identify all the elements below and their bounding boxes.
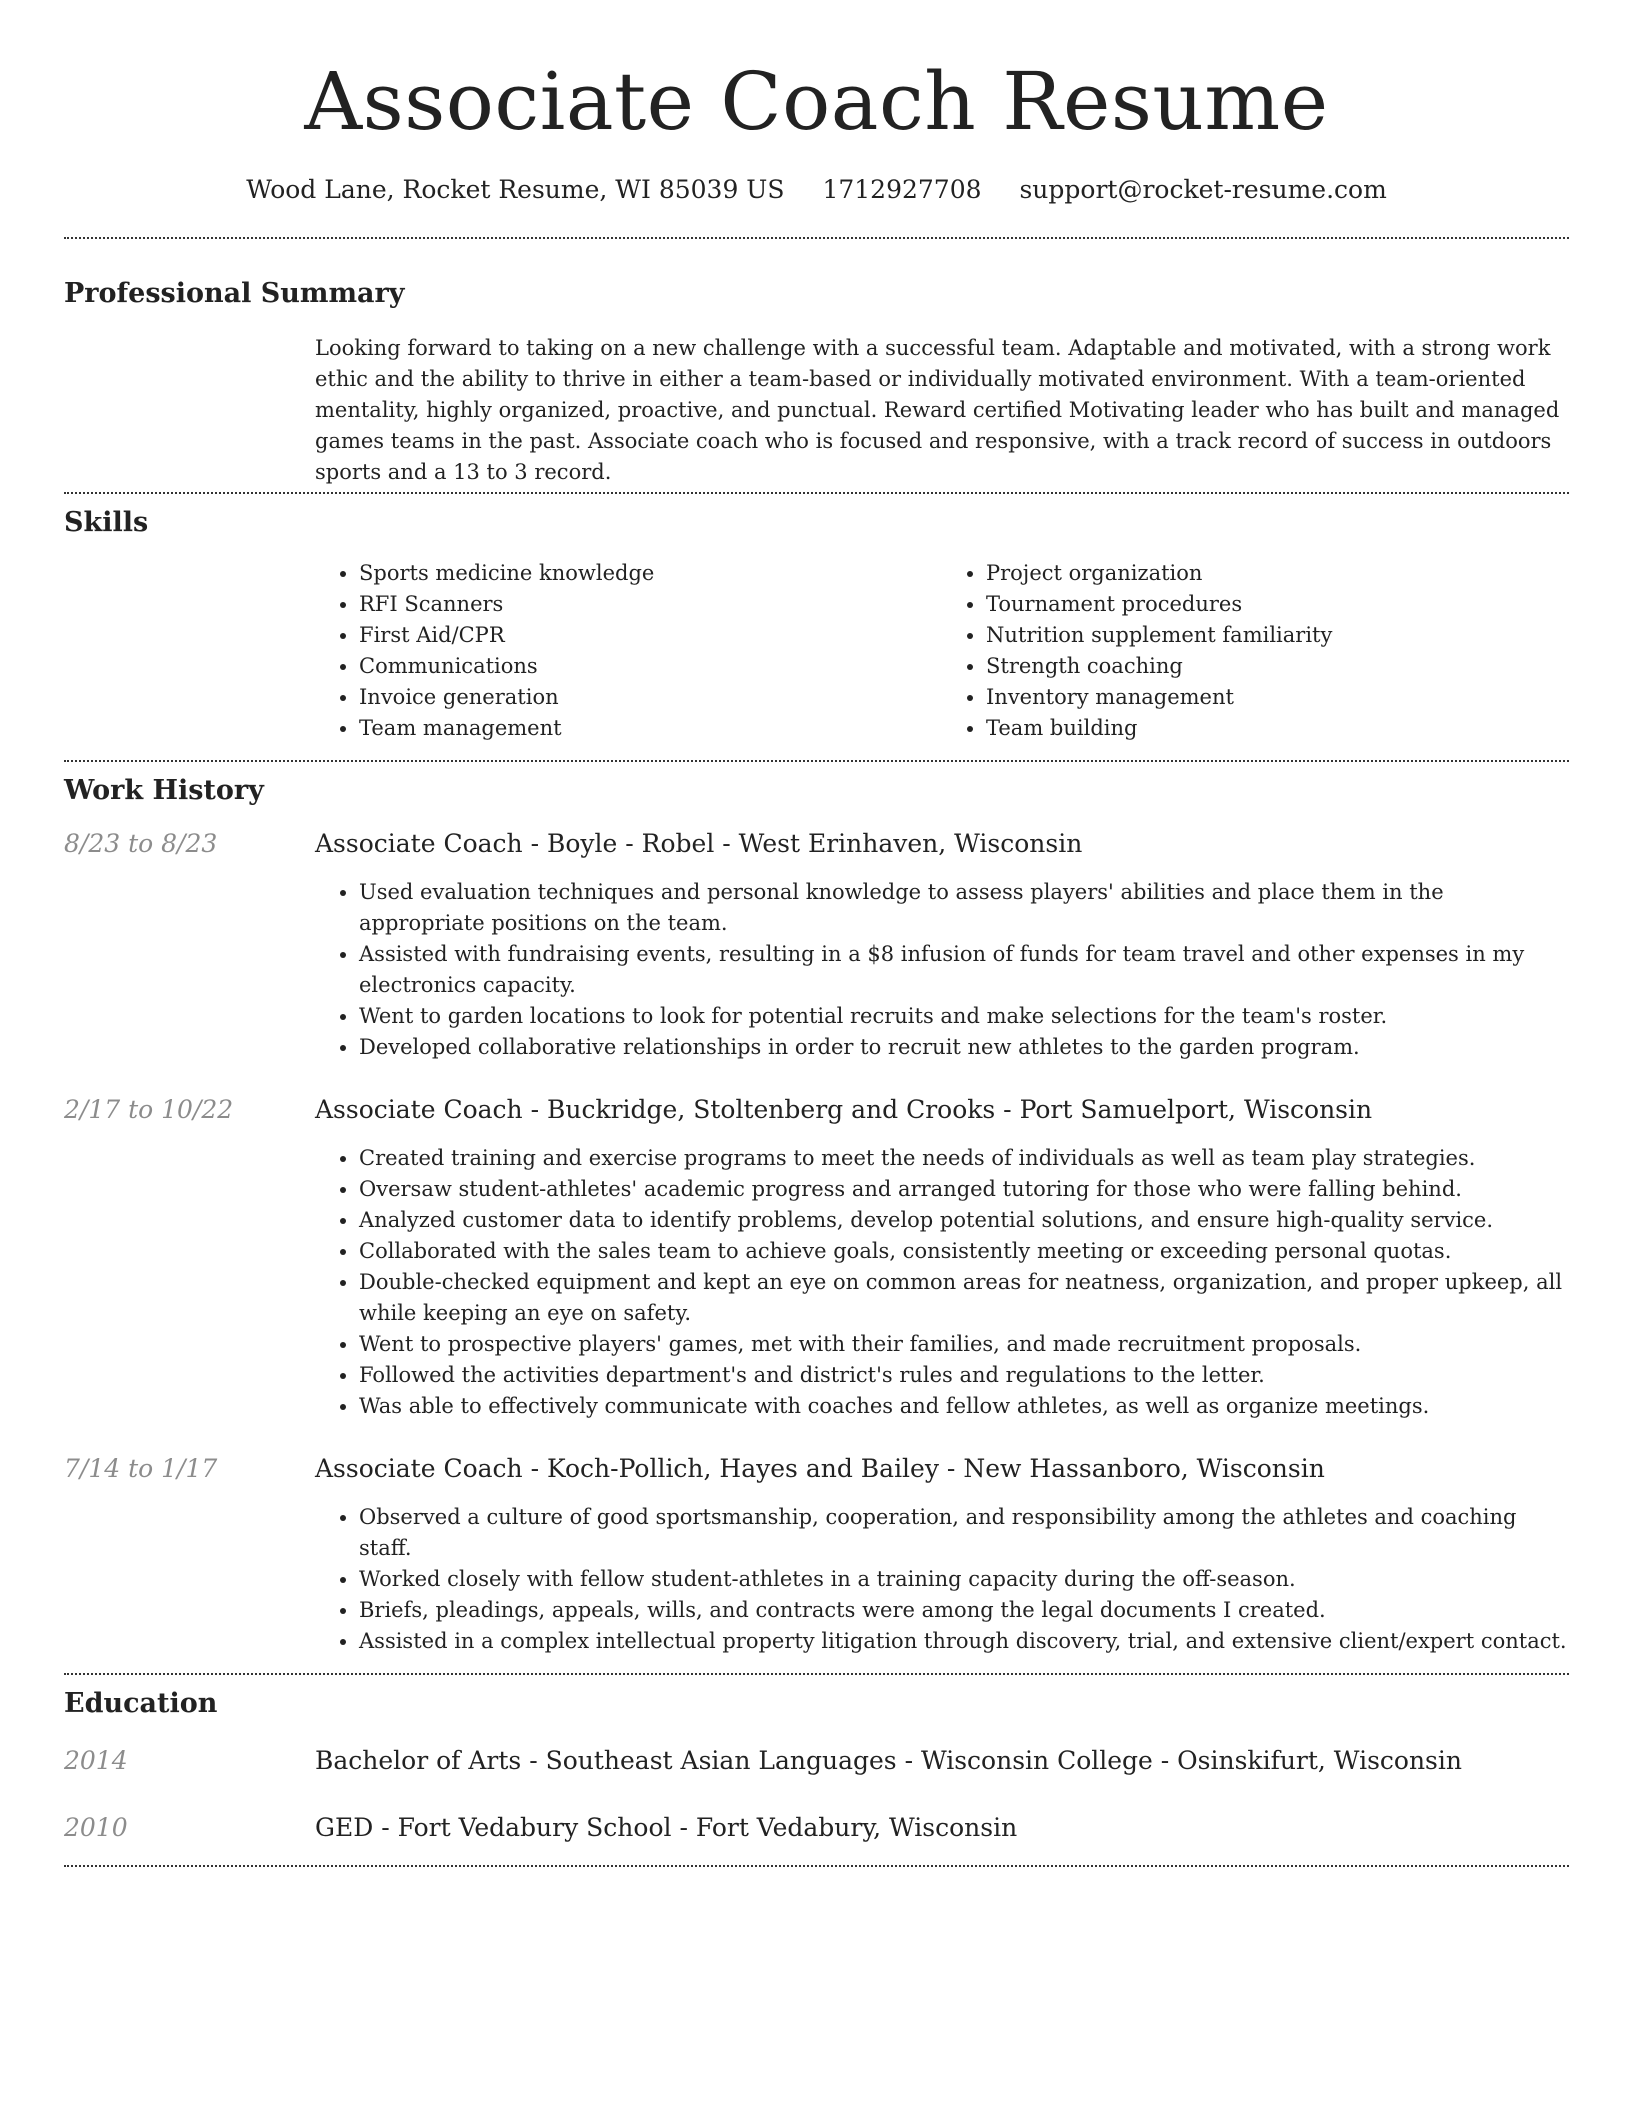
- summary-section: [64, 276, 1569, 488]
- education-section: [64, 1686, 1569, 1845]
- contact-address: Wood Lane, Rocket Resume, WI 85039 US: [246, 175, 785, 204]
- skill-item: • Tournament procedures: [986, 589, 1569, 620]
- skills-list-right: [942, 558, 1569, 744]
- job-bullet: • Assisted with fundraising events, resulting in a $8 infusion of funds for team travel and other expenses in my electronics capacity.: [359, 939, 1569, 1001]
- divider: [64, 492, 1569, 494]
- job-bullet: • Went to garden locations to look for potential recruits and make selections for the team's roster.: [359, 1001, 1569, 1032]
- job-bullet: • Analyzed customer data to identify problems, develop potential solutions, and ensure high-quality service.: [359, 1205, 1569, 1236]
- summary-title: Professional Summary: [64, 278, 405, 309]
- education-year: 2010: [64, 1813, 128, 1842]
- job-bullet: • Was able to effectively communicate with coaches and fellow athletes, as well as organize meetings.: [359, 1391, 1569, 1422]
- resume-page: [64, 0, 1569, 1867]
- skill-item: • Nutrition supplement familiarity: [986, 620, 1569, 651]
- skill-item: • Inventory management: [986, 682, 1569, 713]
- job-bullets: [315, 1502, 1569, 1657]
- job-bullet: • Followed the activities department's and district's rules and regulations to the letter.: [359, 1360, 1569, 1391]
- job-entry: [64, 1093, 1569, 1422]
- job-bullet: • Observed a culture of good sportsmanship, cooperation, and responsibility among the athletes and coaching staff.: [359, 1502, 1569, 1564]
- job-bullet: • Worked closely with fellow student-athletes in a training capacity during the off-season.: [359, 1564, 1569, 1595]
- job-bullet: • Developed collaborative relationships in order to recruit new athletes to the garden program.: [359, 1032, 1569, 1063]
- divider: [64, 237, 1569, 239]
- skills-list-left: [315, 558, 942, 744]
- skill-item: • First Aid/CPR: [359, 620, 942, 651]
- contact-line: [64, 172, 1569, 208]
- skill-item: • Team building: [986, 713, 1569, 744]
- job-bullet: • Double-checked equipment and kept an eye on common areas for neatness, organization, and proper upkeep, all while keeping an eye on safety.: [359, 1267, 1569, 1329]
- contact-email: support@rocket-resume.com: [1019, 175, 1387, 204]
- work-title: Work History: [64, 775, 264, 806]
- job-bullet: • Used evaluation techniques and personal knowledge to assess players' abilities and place them in the appropriate positions on the team.: [359, 877, 1569, 939]
- job-bullets: [315, 1143, 1569, 1422]
- contact-phone: 1712927708: [822, 175, 982, 204]
- work-section: [64, 773, 1569, 1657]
- skill-item: • Invoice generation: [359, 682, 942, 713]
- education-year: 2014: [64, 1746, 128, 1775]
- skills-section: [64, 505, 1569, 744]
- divider: [64, 1673, 1569, 1675]
- job-bullet: • Collaborated with the sales team to achieve goals, consistently meeting or exceeding personal quotas.: [359, 1236, 1569, 1267]
- education-heading: GED - Fort Vedabury School - Fort Vedabury, Wisconsin: [315, 1813, 1018, 1842]
- skill-item: • RFI Scanners: [359, 589, 942, 620]
- skill-item: • Communications: [359, 651, 942, 682]
- job-dates: 8/23 to 8/23: [64, 829, 218, 858]
- job-heading: Associate Coach - Koch-Pollich, Hayes and Bailey - New Hassanboro, Wisconsin: [315, 1454, 1325, 1483]
- job-bullet: • Briefs, pleadings, appeals, wills, and contracts were among the legal documents I created.: [359, 1595, 1569, 1626]
- job-dates: 7/14 to 1/17: [64, 1454, 218, 1483]
- skill-item: • Sports medicine knowledge: [359, 558, 942, 589]
- education-entry: [64, 1744, 1569, 1778]
- education-entry: [64, 1811, 1569, 1845]
- job-bullet: • Oversaw student-athletes' academic progress and arranged tutoring for those who were falling behind.: [359, 1174, 1569, 1205]
- job-bullet: • Went to prospective players' games, met with their families, and made recruitment proposals.: [359, 1329, 1569, 1360]
- skill-item: • Team management: [359, 713, 942, 744]
- job-entry: [64, 1452, 1569, 1657]
- skills-title: Skills: [64, 507, 149, 538]
- education-title: Education: [64, 1688, 218, 1719]
- divider: [64, 1865, 1569, 1867]
- job-heading: Associate Coach - Boyle - Robel - West Erinhaven, Wisconsin: [315, 829, 1083, 858]
- skills-columns: [315, 558, 1569, 744]
- job-heading: Associate Coach - Buckridge, Stoltenberg and Crooks - Port Samuelport, Wisconsin: [315, 1095, 1373, 1124]
- education-heading: Bachelor of Arts - Southeast Asian Languages - Wisconsin College - Osinskifurt, Wisconsin: [315, 1746, 1462, 1775]
- job-bullets: [315, 877, 1569, 1063]
- summary-text: Looking forward to taking on a new challenge with a successful team. Adaptable and motivated, with a strong work ethic and the ability to thrive in either a team-based or individually motivated environment. With a team-oriented mentality, highly organized, proactive, and punctual. Reward certified Motivating leader who has built and managed games teams in the past. Associate coach who is focused and responsive, with a track record of success in outdoors sports and a 13 to 3 record.: [315, 336, 1560, 484]
- job-dates: 2/17 to 10/22: [64, 1095, 234, 1124]
- skill-item: • Project organization: [986, 558, 1569, 589]
- job-bullet: • Assisted in a complex intellectual property litigation through discovery, trial, and extensive client/expert contact.: [359, 1626, 1569, 1657]
- job-entry: [64, 827, 1569, 1063]
- skill-item: • Strength coaching: [986, 651, 1569, 682]
- divider: [64, 760, 1569, 762]
- resume-name: Associate Coach Resume: [304, 55, 1329, 148]
- job-bullet: • Created training and exercise programs to meet the needs of individuals as well as team play strategies.: [359, 1143, 1569, 1174]
